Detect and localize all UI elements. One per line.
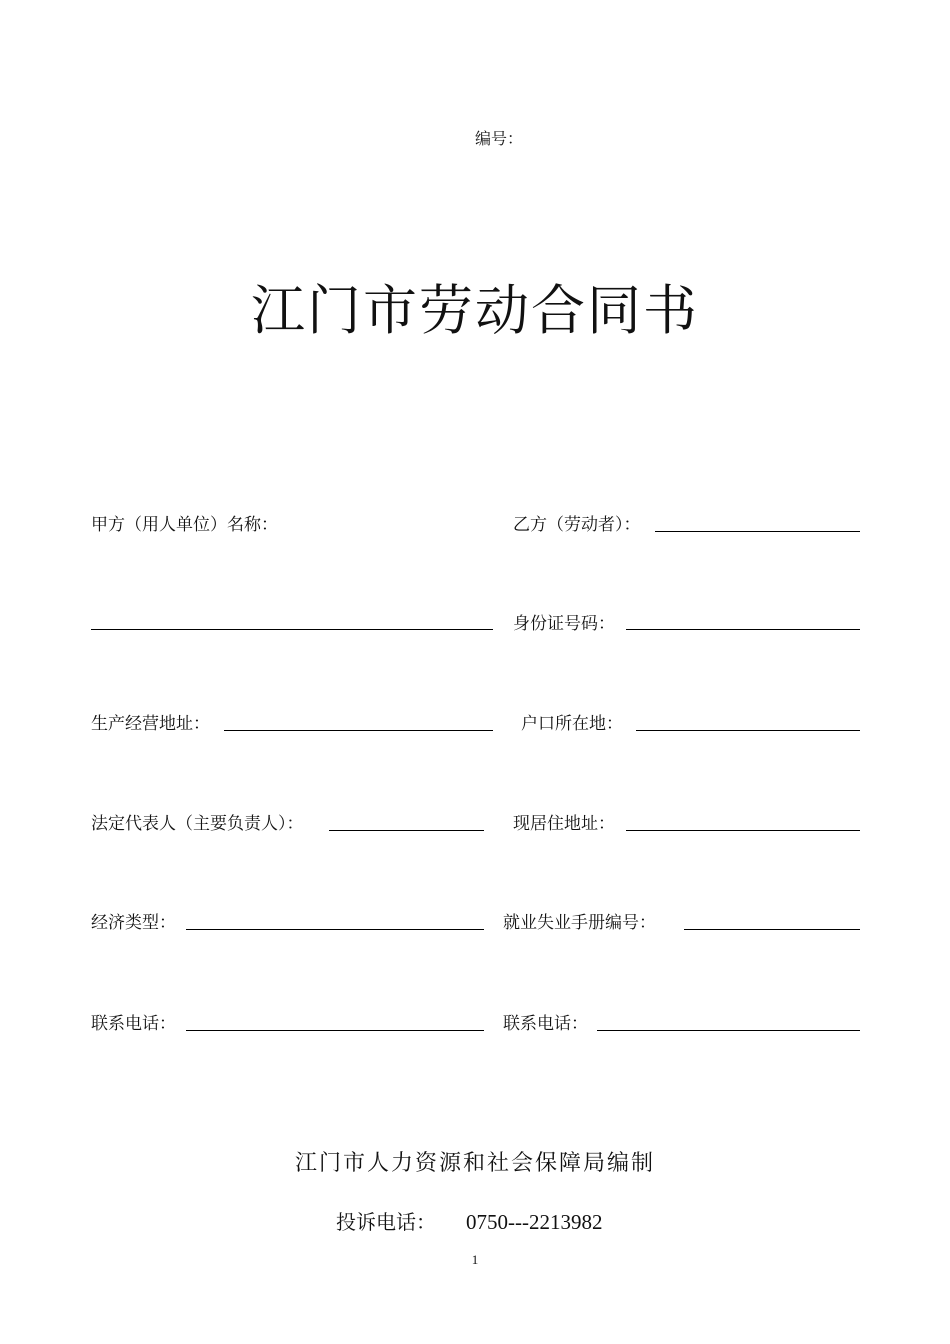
party-b-phone-label: 联系电话： xyxy=(503,1014,588,1034)
issuer-text: 江门市人力资源和社会保障局编制 xyxy=(294,1151,655,1176)
document-title: 江门市劳动合同书 xyxy=(251,279,699,342)
party-a-name-field[interactable] xyxy=(91,629,493,630)
party-b-employment-book-field[interactable] xyxy=(684,929,860,930)
complaint-number: 0750---2213982 xyxy=(466,1210,603,1234)
party-b-name-label: 乙方（劳动者）： xyxy=(513,515,641,535)
party-a-economic-type-label: 经济类型： xyxy=(91,913,176,933)
party-b-residence-label: 现居住地址： xyxy=(513,814,615,834)
party-a-address-field[interactable] xyxy=(224,730,493,731)
party-a-legal-rep-field[interactable] xyxy=(329,830,484,831)
party-b-name-field[interactable] xyxy=(655,531,860,532)
party-a-economic-type-field[interactable] xyxy=(186,929,484,930)
complaint-label: 投诉电话： xyxy=(336,1210,436,1234)
party-b-id-field[interactable] xyxy=(626,629,860,630)
party-b-hukou-label: 户口所在地： xyxy=(521,714,623,734)
party-b-id-label: 身份证号码： xyxy=(513,614,615,634)
party-a-address-label: 生产经营地址： xyxy=(91,714,210,734)
party-b-hukou-field[interactable] xyxy=(636,730,860,731)
party-b-residence-field[interactable] xyxy=(626,830,860,831)
complaint-line xyxy=(336,1206,602,1235)
party-b-phone-field[interactable] xyxy=(597,1030,860,1031)
party-b-employment-book-label: 就业失业手册编号： xyxy=(503,913,656,933)
party-a-phone-label: 联系电话： xyxy=(91,1014,176,1034)
party-a-legal-rep-label: 法定代表人（主要负责人）： xyxy=(91,814,304,834)
serial-number-label: 编号： xyxy=(475,129,524,148)
party-a-phone-field[interactable] xyxy=(186,1030,484,1031)
party-a-name-label: 甲方（用人单位）名称： xyxy=(91,515,278,535)
page-number: 1 xyxy=(471,1252,479,1267)
